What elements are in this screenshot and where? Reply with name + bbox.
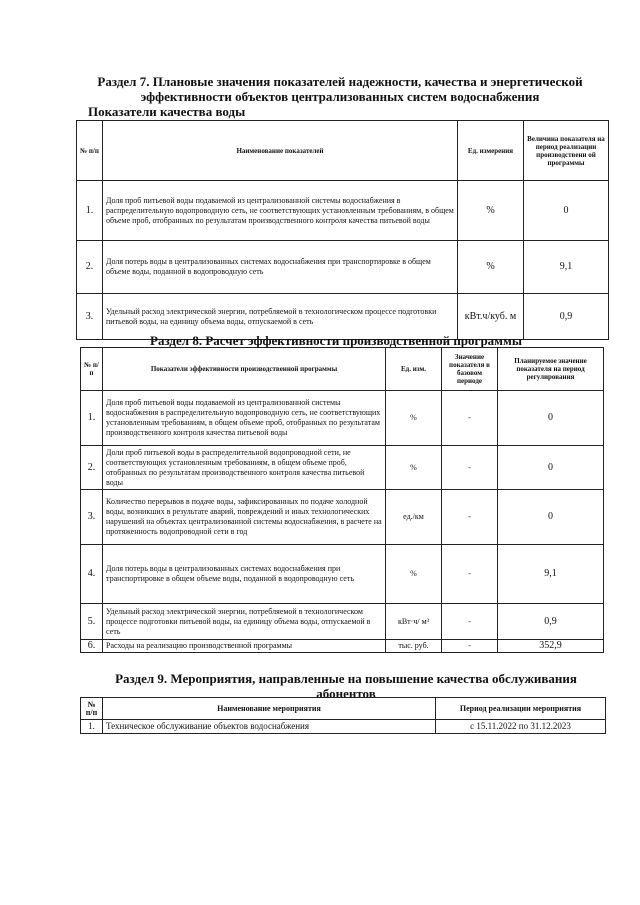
row-num: 3. [77,294,103,340]
table-row [77,241,609,294]
row-num: 5. [81,604,103,640]
row-name: Количество перерывов в подаче воды, зафиксированных по подаче холодной воды, возникших в результате аварий, повреждений и иных технологических нарушений на объектах централизованной системы водоснабжения, в расчете на протяженность водопроводной сети в год [103,490,386,545]
col-header-plan: Планируемое значение показателя на период регулирования [498,348,604,391]
section7-title: Раздел 7. Плановые значения показателей надежности, качества и энергетической эффективности объектов централизованных систем водоснабжения [97,74,583,104]
col-header-num: № п/п [81,348,103,391]
row-unit: тыс. руб. [386,640,442,653]
row-num: 2. [77,241,103,294]
row-num: 1. [81,720,103,734]
row-base: - [442,604,498,640]
row-value: 0,9 [524,294,609,340]
row-plan: 352,9 [498,640,604,653]
row-name: Техническое обслуживание объектов водоснабжения [103,720,436,734]
col-header-period: Период реализации мероприятия [436,698,606,720]
row-plan: 0 [498,490,604,545]
table-header-row [77,121,609,181]
section8-title: Раздел 8. Расчет эффективности производственной программы [150,333,523,348]
table-row [81,720,606,734]
col-header-base: Значение показателя в базовом периоде [442,348,498,391]
row-name: Доля потерь воды в централизованных системах водоснабжения при транспортировке в общем объеме воды, поданной в водопроводную сеть [103,545,386,604]
section7-subtitle: Показатели качества воды [88,104,246,119]
col-header-num: № п/п [81,698,103,720]
row-name: Доля потерь воды в централизованных системах водоснабжения при транспортировке в общем объеме воды, поданной в водопроводную сеть [103,241,458,294]
col-header-name: Показатели эффективности производственной программы [103,348,386,391]
table-row [81,640,604,653]
row-value: 9,1 [524,241,609,294]
row-name: Удельный расход электрической энергии, потребляемой в технологическом процессе подготовки питьевой воды, на единицу объема воды, отпускаемой в сеть [103,294,458,340]
table-row [81,391,604,446]
row-num: 2. [81,446,103,490]
row-num: 4. [81,545,103,604]
row-name: Доля проб питьевой воды подаваемой из централизованной системы водоснабжения в распределительную водопроводную сеть, не соответствующих установленным требованиям, в общем объеме проб, отобранных по результатам производственного контроля качества питьевой воды [103,181,458,241]
table-row [81,490,604,545]
row-unit: кВт·ч/ м³ [386,604,442,640]
row-name: Удельный расход электрической энергии, потребляемой в технологическом процессе подготовки питьевой воды, на единицу объема воды, отпускаемой в сеть [103,604,386,640]
measures-table [80,697,606,734]
row-name: Доля проб питьевой воды подаваемой из централизованной системы водоснабжения в распределительную водопроводную сеть, не соответствующих установленным требованиям, в общем объеме проб, отобранных по результатам производственного контроля качества питьевой воды [103,391,386,446]
quality-indicators-table [76,120,609,340]
row-period: с 15.11.2022 по 31.12.2023 [436,720,606,734]
col-header-unit: Ед. изм. [386,348,442,391]
table-header-row [81,348,604,391]
row-plan: 0 [498,391,604,446]
row-name: Доли проб питьевой воды в распределительной водопроводной сети, не соответствующих установленным требованиям, в общем объеме проб, отобранных по результатам производственного контроля качества питьевой воды [103,446,386,490]
col-header-value: Величина показателя на период реализации производственн ой программы [524,121,609,181]
col-header-name: Наименование показателей [103,121,458,181]
row-value: 0 [524,181,609,241]
row-base: - [442,446,498,490]
row-plan: 9,1 [498,545,604,604]
row-base: - [442,640,498,653]
row-unit: % [386,446,442,490]
col-header-name: Наименование мероприятия [103,698,436,720]
table-header-row [81,698,606,720]
table-row [77,181,609,241]
row-plan: 0 [498,446,604,490]
row-unit: кВт.ч/куб. м [458,294,524,340]
row-num: 6. [81,640,103,653]
row-unit: ед./км [386,490,442,545]
row-unit: % [386,391,442,446]
col-header-unit: Ед. измерения [458,121,524,181]
row-num: 1. [77,181,103,241]
row-base: - [442,545,498,604]
row-unit: % [458,241,524,294]
table-row [81,604,604,640]
row-unit: % [458,181,524,241]
section9-title: Раздел 9. Мероприятия, направленные на повышение качества обслуживания абонентов [115,671,577,701]
row-unit: % [386,545,442,604]
row-name: Расходы на реализацию производственной программы [103,640,386,653]
row-num: 1. [81,391,103,446]
efficiency-table [80,347,604,653]
table-row [81,446,604,490]
row-plan: 0,9 [498,604,604,640]
col-header-num: № п/п [77,121,103,181]
row-base: - [442,490,498,545]
row-base: - [442,391,498,446]
table-row [81,545,604,604]
row-num: 3. [81,490,103,545]
